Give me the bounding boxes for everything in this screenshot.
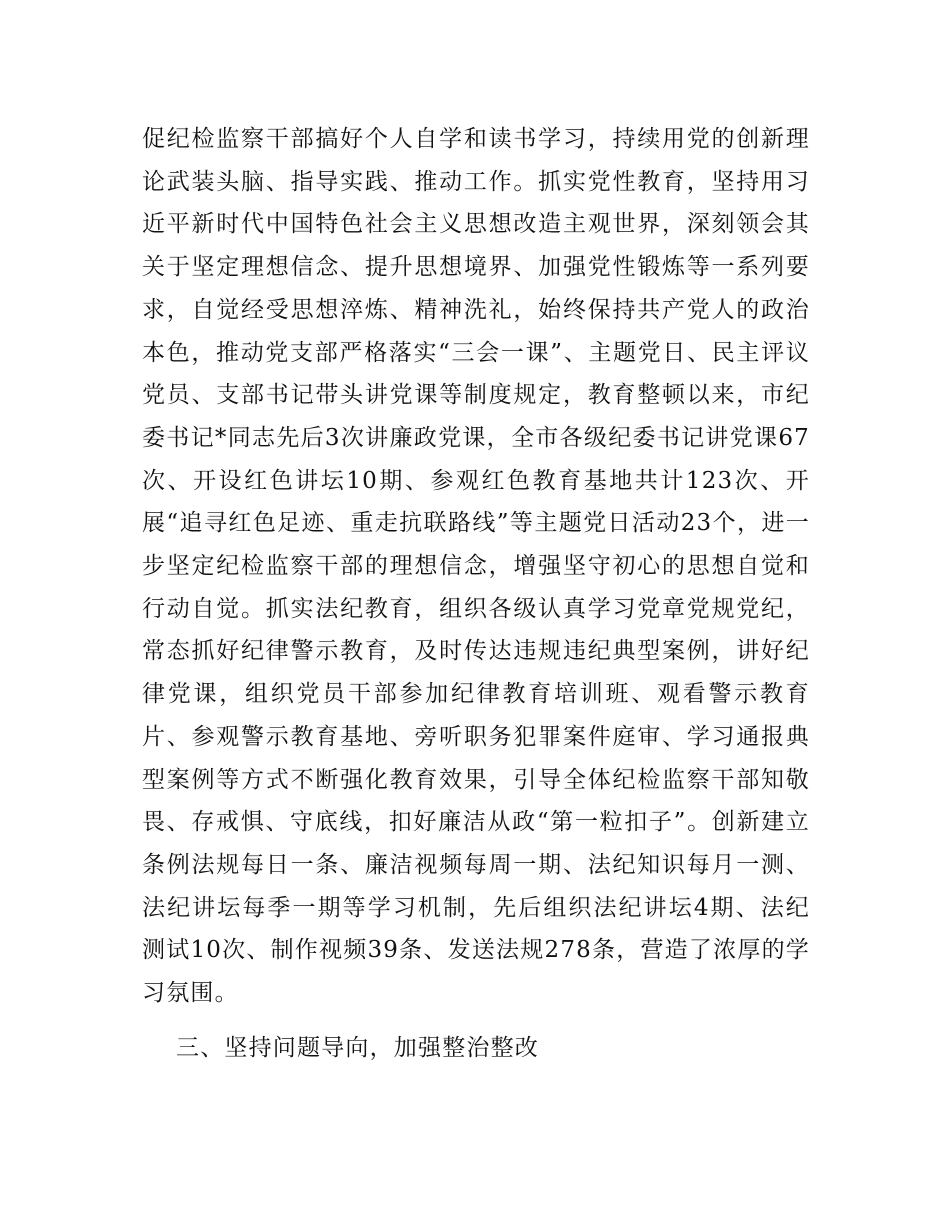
body-paragraph: 促纪检监察干部搞好个人自学和读书学习，持续用党的创新理论武装头脑、指导实践、推动工作。抓实党性教育，坚持用习近平新时代中国特色社会主义思想改造主观世界，深刻领会其关于坚定理想信念、提升思想境界、加强党性锻炼等一系列要求，自觉经受思想淬炼、精神洗礼，始终保持共产党人的政治本色，推动党支部严格落实“三会一课”、主题党日、民主评议党员、支部书记带头讲党课等制度规定，教育整顿以来，市纪委书记*同志先后3次讲廉政党课，全市各级纪委书记讲党课67次、开设红色讲坛10期、参观红色教育基地共计123次、开展“追寻红色足迹、重走抗联路线”等主题党日活动23个，进一步坚定纪检监察干部的理想信念，增强坚守初心的思想自觉和行动自觉。抓实法纪教育，组织各级认真学习党章党规党纪，常态抓好纪律警示教育，及时传达违规违纪典型案例，讲好纪律党课，组织党员干部参加纪律教育培训班、观看警示教育片、参观警示教育基地、旁听职务犯罪案件庭审、学习通报典型案例等方式不断强化教育效果，引导全体纪检监察干部知敬畏、存戒惧、守底线，扣好廉洁从政“第一粒扣子”。创新建立条例法规每日一条、廉洁视频每周一期、法纪知识每月一测、法纪讲坛每季一期等学习机制，先后组织法纪讲坛4期、法纪测试10次、制作视频39条、发送法规278条，营造了浓厚的学习氛围。 (142, 126, 810, 1007)
section-heading: 三、坚持问题导向，加强整治整改 (176, 1035, 539, 1061)
